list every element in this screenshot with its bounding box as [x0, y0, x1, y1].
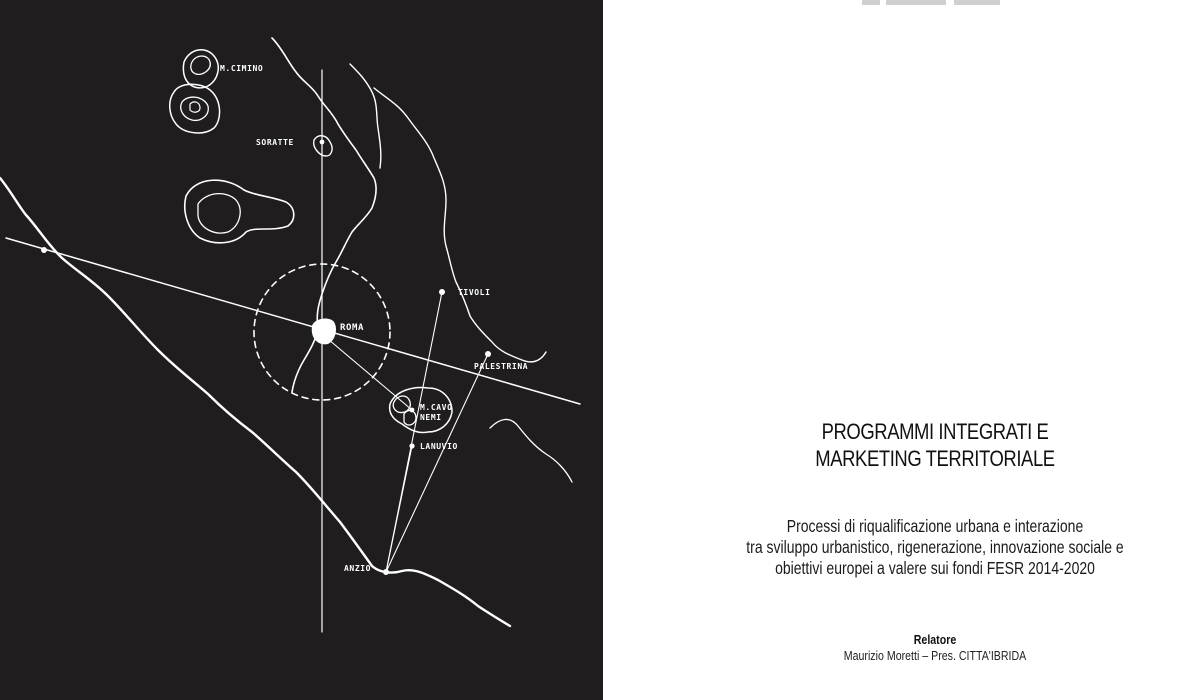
title-line-1: PROGRAMMI INTEGRATI E: [821, 419, 1049, 444]
relatore-block: [760, 633, 1110, 664]
label-palestrina: PALESTRINA: [474, 362, 529, 371]
lake-bracciano-top: [170, 84, 220, 133]
relatore-name: Maurizio Moretti – Pres. CITTA'IBRIDA: [843, 649, 1027, 663]
label-nemi: NEMI: [420, 413, 442, 422]
subtitle-line-1: Processi di riqualificazione urbana e interazione: [786, 516, 1084, 536]
top-decorative-mark: [862, 0, 1002, 5]
lake-bracciano: [185, 180, 294, 243]
label-tivoli: TIVOLI: [458, 288, 491, 297]
title-line-2: MARKETING TERRITORIALE: [815, 446, 1055, 471]
label-lanuvio: LANUVIO: [420, 442, 458, 451]
title-block: [700, 418, 1170, 472]
label-m-cimino: M.CIMINO: [220, 64, 264, 73]
east-west-axis: [6, 238, 580, 404]
subtitle-line-2: tra sviluppo urbanistico, rigenerazione, innovazione sociale e: [746, 537, 1124, 557]
relatore-heading: Relatore: [913, 633, 957, 647]
label-roma: ROMA: [340, 323, 365, 333]
aniene-river: [374, 88, 546, 362]
label-m-cavo: M.CAVO: [420, 403, 453, 412]
label-anzio: ANZIO: [344, 564, 372, 573]
subtitle-line-3: obiettivi europei a valere sui fondi FESR 2014-2020: [775, 558, 1095, 578]
subtitle-block: [680, 516, 1190, 579]
coastline: [0, 178, 510, 626]
label-soratte: SORATTE: [256, 138, 294, 147]
rome-marker: [312, 319, 336, 345]
